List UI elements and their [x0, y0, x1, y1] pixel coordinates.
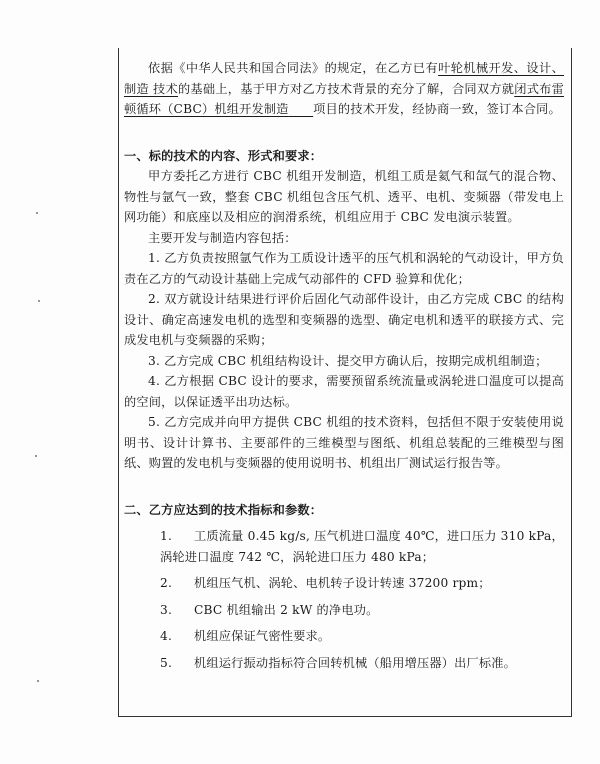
spec-item-number: 5. [160, 655, 173, 670]
spec-item-text: CBC 机组输出 2 kW 的净电功。 [194, 602, 379, 617]
scan-mark [35, 455, 37, 457]
list-item-text: 乙方根据 CBC 设计的要求，需要预留系统流量或涡轮进口温度可以提高的空间，以保证透平出功达标。 [124, 374, 564, 409]
spec-item-text: 机组运行振动指标符合回转机械（船用增压器）出厂标准。 [194, 655, 517, 670]
section-1-description: 甲方委托乙方进行 CBC 机组开发制造，机组工质是氦气和氙气的混合物、物性与氩气一致，整套 CBC 机组包含压气机、透平、电机、变频器（带发电上网功能）和底座以及相应的润滑系统，机组应用于 CBC 发电演示装置。 [124, 169, 564, 224]
list-item-number: 2. [148, 292, 165, 306]
underlined-field: 闭式布雷顿循环（CBC）机组开发制造 [124, 81, 565, 116]
contract-body [124, 58, 564, 679]
list-item-number: 4. [148, 374, 165, 388]
list-item-text: 双方就设计结果进行评价后固化气动部件设计，由乙方完成 CBC 的结构设计、确定高速发电机的选型和变频器的选型、确定电机和透平的联接方式、完成发电机与变频器的采购； [124, 292, 564, 347]
spec-item [124, 626, 564, 647]
list-item-text: 乙方负责按照氩气作为工质设计透平的压气机和涡轮的气动设计，甲方负责在乙方的气动设计基础上完成气动部件的 CFD 验算和优化； [124, 251, 564, 286]
spec-item [124, 653, 564, 674]
list-item [124, 289, 564, 351]
list-item [124, 248, 564, 289]
list-item-number: 1. [148, 251, 165, 265]
spec-item-continuation: 涡轮进口温度 742 ℃，涡轮进口压力 480 kPa； [160, 549, 435, 564]
section-2-heading: 二、乙方应达到的技术指标和参数： [124, 502, 323, 517]
spec-item-text: 机组应保证气密性要求。 [194, 629, 331, 643]
spec-item-number: 3. [160, 602, 173, 617]
scan-mark [37, 680, 39, 682]
spec-item [124, 526, 564, 547]
section-1-heading: 一、标的技术的内容、形式和要求： [124, 148, 323, 163]
spec-item-number: 1. [160, 529, 173, 543]
spec-items-list [124, 526, 564, 673]
list-item-number: 3. [148, 353, 165, 368]
section-1-list-intro: 主要开发与制造内容包括： [148, 230, 297, 245]
underlined-field: 计、制造 技术 [124, 61, 564, 96]
spec-item-number: 2. [160, 576, 173, 590]
underlined-field: 叶轮机械开发、设 [438, 61, 539, 75]
list-item [124, 351, 564, 372]
spec-item [124, 573, 564, 594]
spec-item [124, 600, 564, 621]
scan-mark [36, 212, 38, 214]
spec-item-number: 4. [160, 629, 173, 643]
scan-mark [38, 300, 40, 302]
intro-paragraph: 依据《中华人民共和国合同法》的规定，在乙方已有叶轮机械开发、设计、制造 技术的基础上，基于甲方对乙方技术背景的充分了解，合同双方就闭式布雷顿循环（CBC）机组开发制造 项目的技术开发，经协商一致，签订本合同。 [124, 61, 565, 116]
spec-item-text: 工质流量 0.45 kg/s, 压气机进口温度 40℃，进口压力 310 kPa， [194, 529, 564, 543]
list-item-text: 乙方完成 CBC 机组结构设计、提交甲方确认后，按期完成机组制造； [164, 353, 548, 368]
list-item-number: 5. [148, 415, 165, 429]
list-item [124, 371, 564, 412]
list-item [124, 412, 564, 474]
spec-item-text: 机组压气机、涡轮、电机转子设计转速 37200 rpm； [194, 576, 491, 590]
underlined-blank [289, 102, 313, 116]
development-items-list [124, 248, 564, 474]
list-item-text: 乙方完成并向甲方提供 CBC 机组的技术资料，包括但不限于安装使用说明书、设计计算书、主要部件的三维模型与图纸、机组总装配的三维模型与图纸、购置的发电机与变频器的使用说明书、机组出厂测试运行报告等。 [124, 415, 564, 470]
